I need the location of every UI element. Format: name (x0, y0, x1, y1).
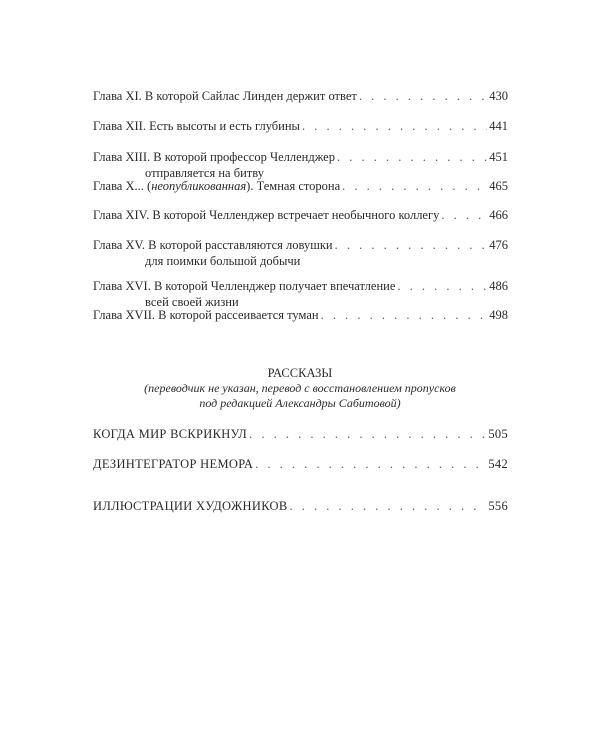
toc-entry-label: Глава XII. Есть высоты и есть глубины (93, 119, 300, 133)
toc-entry-chapter-11[interactable] (93, 88, 508, 104)
toc-page-number: 465 (489, 179, 508, 193)
section-heading-stories: РАССКАЗЫ (267, 366, 333, 380)
toc-entry-continuation: отправляется на битву (145, 166, 264, 180)
toc-entry-label: ДЕЗИНТЕГРАТОР НЕМОРА (93, 457, 254, 471)
toc-entry-chapter-17[interactable] (93, 307, 508, 323)
label-italic: неопубликованная (151, 179, 247, 193)
toc-leader-dots (255, 456, 486, 472)
toc-entry-chapter-12[interactable] (93, 118, 508, 134)
toc-entry-label: Глава XIV. В которой Челленджер встречает необычного коллегу (93, 208, 440, 222)
toc-page-number: 441 (489, 119, 508, 133)
toc-leader-dots (342, 178, 487, 194)
toc-entry-continuation: для поимки большой добычи (145, 254, 301, 268)
toc-page-number: 466 (489, 208, 508, 222)
toc-entry-chapter-14[interactable] (93, 207, 508, 223)
toc-leader-dots (441, 207, 487, 223)
toc-entry-label: Глава XV. В которой расставляются ловушки (93, 238, 333, 252)
toc-page-number: 451 (489, 150, 508, 164)
toc-page-number: 556 (488, 499, 508, 513)
toc-page-number: 498 (489, 308, 508, 322)
toc-leader-dots (290, 498, 487, 514)
section-note-line-2: под редакцией Александры Сабитовой) (199, 396, 401, 410)
toc-entry-label: Глава XI. В которой Сайлас Линден держит ответ (93, 89, 357, 103)
toc-entry-continuation: всей своей жизни (145, 295, 239, 309)
toc-entry-chapter-13[interactable] (93, 149, 508, 181)
toc-entry-chapter-x-unpublished[interactable] (93, 178, 508, 194)
toc-page-number: 542 (488, 457, 508, 471)
toc-entry-story-2[interactable] (93, 456, 508, 472)
toc-leader-dots (359, 88, 487, 104)
toc-leader-dots (321, 307, 488, 323)
toc-entry-label: Глава XVII. В которой рассеивается туман (93, 308, 319, 322)
toc-leader-dots (335, 237, 488, 253)
toc-entry-label (93, 178, 340, 194)
toc-entry-chapter-16[interactable] (93, 278, 508, 310)
toc-entry-label: ИЛЛЮСТРАЦИИ ХУДОЖНИКОВ (93, 499, 288, 513)
toc-leader-dots (249, 426, 486, 442)
toc-leader-dots (397, 278, 487, 294)
toc-entry-chapter-15[interactable] (93, 237, 508, 269)
toc-entry-label: Глава XVI. В которой Челленджер получает впечатление (93, 279, 396, 293)
toc-leader-dots (337, 149, 487, 165)
toc-leader-dots (302, 118, 487, 134)
label-prefix: Глава X... ( (93, 179, 152, 193)
section-note-line-1: (переводчик не указан, перевод с восстановлением пропусков (144, 381, 456, 395)
toc-entry-illustrations[interactable] (93, 498, 508, 514)
toc-page-number: 430 (489, 89, 508, 103)
toc-page-number: 505 (488, 427, 508, 441)
label-suffix: ). Темная сторона (246, 179, 341, 193)
toc-entry-story-1[interactable] (93, 426, 508, 442)
toc-page-number: 476 (489, 238, 508, 252)
toc-page-number: 486 (489, 279, 508, 293)
toc-entry-label: Глава XIII. В которой профессор Челленджер (93, 150, 335, 164)
toc-entry-label: КОГДА МИР ВСКРИКНУЛ (93, 427, 248, 441)
